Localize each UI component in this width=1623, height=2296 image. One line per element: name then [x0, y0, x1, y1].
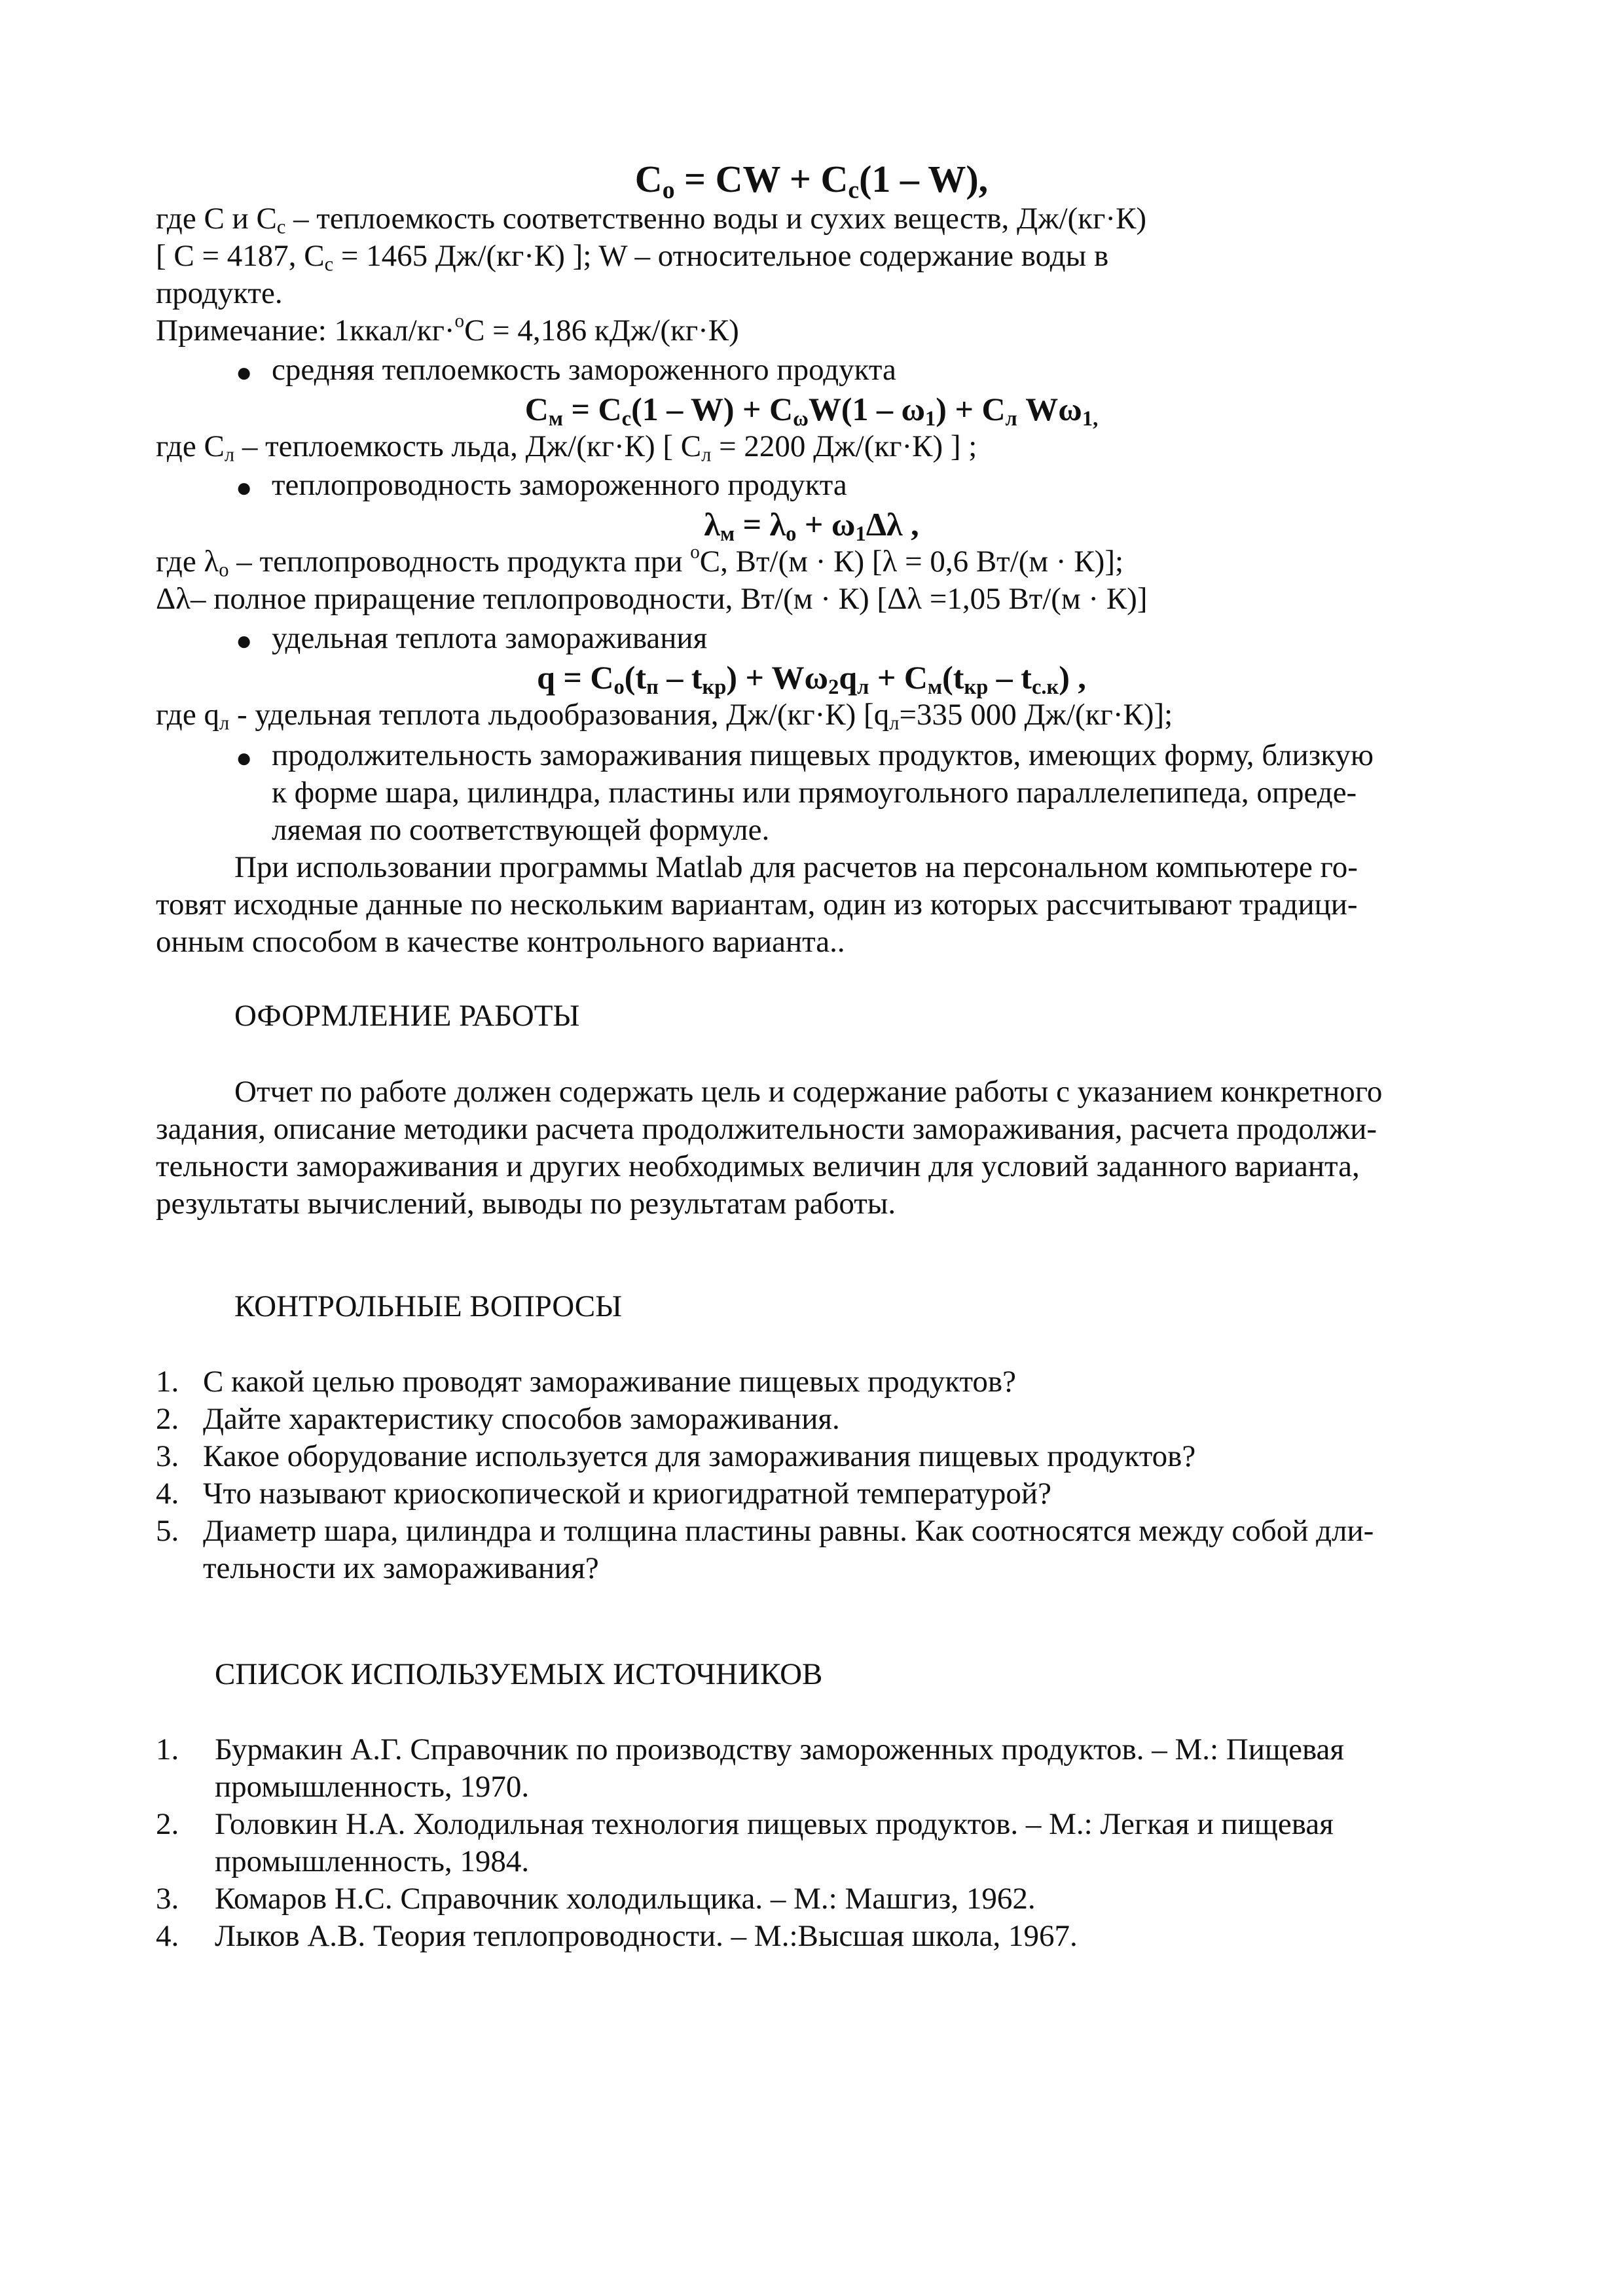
- paragraph-line: задания, описание методики расчета продолжительности замораживания, расчета продолжи-: [156, 1112, 1377, 1146]
- bullet-text: удельная теплота замораживания: [272, 621, 708, 655]
- paragraph-line: онным способом в качестве контрольного варианта..: [156, 925, 845, 959]
- text-line: где C и $C_c$ – теплоемкость соответственно воды и сухих веществ, Дж/(кг·К): [156, 202, 1147, 238]
- list-number: 2.: [156, 1807, 179, 1841]
- list-item: Какое оборудование используется для замораживания пищевых продуктов?: [203, 1439, 1196, 1473]
- reference-item: Бурмакин А.Г. Справочник по производству замороженных продуктов. – М.: Пищевая: [215, 1732, 1345, 1767]
- paragraph-line: товят исходные данные по нескольким вариантам, один из которых рассчитывают традици-: [156, 888, 1358, 922]
- bullet-text: средняя теплоемкость замороженного продукта: [272, 353, 896, 387]
- note-line: Примечание: 1ккал/кг·$^o$С = 4,186 кДж/(кг·К): [156, 310, 739, 348]
- reference-item: Комаров Н.С. Справочник холодильщика. – М.: Машгиз, 1962.: [215, 1882, 1036, 1916]
- formula-frozen-conductivity: $\lambda_м = \lambda_o + \omega_1\Delta\lambda$ ,: [704, 506, 919, 547]
- formula-frozen-heat-capacity: $C_м = C_c(1 - W) + C_\omega W(1 - \omega_1) + C_л$ $W\omega_{1,}$: [524, 391, 1099, 431]
- list-number: 2.: [156, 1402, 179, 1436]
- bullet-icon: ●: [236, 358, 253, 388]
- paragraph-line: Отчет по работе должен содержать цель и содержание работы с указанием конкретного: [234, 1075, 1383, 1109]
- list-number: 4.: [156, 1919, 179, 1953]
- reference-item-continued: промышленность, 1984.: [215, 1844, 530, 1878]
- bullet-icon: ●: [236, 744, 253, 774]
- list-number: 1.: [156, 1732, 179, 1767]
- bullet-icon: ●: [236, 473, 253, 503]
- text-line: продукте.: [156, 276, 283, 310]
- text-line: где $C_л$ – теплоемкость льда, Дж/(кг·К) [ $C_л = 2200$ Дж/(кг·К) ] ;: [156, 429, 977, 466]
- reference-item: Лыков А.В. Теория теплопроводности. – М.:Высшая школа, 1967.: [215, 1919, 1078, 1953]
- bullet-text: ляемая по соответствующей формуле.: [272, 813, 770, 847]
- bullet-text: теплопроводность замороженного продукта: [272, 468, 847, 502]
- text-line: где $\lambda_o$ – теплопроводность продукта при $^o$С, Вт/(м · К) [λ = 0,6 Вт/(м · К)];: [156, 541, 1124, 581]
- formula-specific-heat: $q = C_o(t_п - t_{кр}) + W\omega_2q_л + C_м(t_{кр} - t_{с.к})$ ,: [537, 659, 1086, 700]
- list-number: 1.: [156, 1365, 179, 1399]
- section-title: КОНТРОЛЬНЫЕ ВОПРОСЫ: [234, 1289, 623, 1323]
- bullet-text: к форме шара, цилиндра, пластины или прямоугольного параллелепипеда, опреде-: [272, 776, 1357, 810]
- list-item: Диаметр шара, цилиндра и толщина пластины равны. Как соотносятся между собой дли-: [203, 1514, 1374, 1548]
- text-line: Δλ– полное приращение теплопроводности, Вт/(м · К) [Δλ =1,05 Вт/(м · К)]: [156, 582, 1148, 616]
- text-line: [ C = 4187, $C_c = 1465$ Дж/(кг·К) ]; W – относительное содержание воды в: [156, 239, 1109, 276]
- text-line: где $q_л$ - удельная теплота льдообразования, Дж/(кг·К) [$q_л=335$ 000 Дж/(кг·К)];: [156, 698, 1173, 734]
- paragraph-line: При использовании программы Matlab для расчетов на персональном компьютере го-: [234, 850, 1358, 884]
- bullet-icon: ●: [236, 626, 253, 656]
- reference-item: Головкин Н.А. Холодильная технология пищевых продуктов. – М.: Легкая и пищевая: [215, 1807, 1334, 1841]
- list-number: 4.: [156, 1477, 179, 1511]
- formula-heat-capacity: $C_o$ = CW + $C_c(1 - W)$,: [634, 158, 989, 204]
- bullet-text: продолжительность замораживания пищевых продуктов, имеющих форму, близкую: [272, 738, 1374, 772]
- list-number: 3.: [156, 1439, 179, 1473]
- list-number: 3.: [156, 1882, 179, 1916]
- paragraph-line: тельности замораживания и других необходимых величин для условий заданного варианта,: [156, 1149, 1360, 1183]
- list-number: 5.: [156, 1514, 179, 1548]
- section-title: ОФОРМЛЕНИЕ РАБОТЫ: [234, 999, 580, 1033]
- list-item: Что называют криоскопической и криогидратной температурой?: [203, 1477, 1051, 1511]
- section-title: СПИСОК ИСПОЛЬЗУЕМЫХ ИСТОЧНИКОВ: [215, 1657, 823, 1691]
- paragraph-line: результаты вычислений, выводы по результатам работы.: [156, 1187, 896, 1221]
- list-item: Дайте характеристику способов замораживания.: [203, 1402, 840, 1436]
- list-item: С какой целью проводят замораживание пищевых продуктов?: [203, 1365, 1016, 1399]
- list-item-continued: тельности их замораживания?: [203, 1551, 599, 1585]
- reference-item-continued: промышленность, 1970.: [215, 1770, 530, 1804]
